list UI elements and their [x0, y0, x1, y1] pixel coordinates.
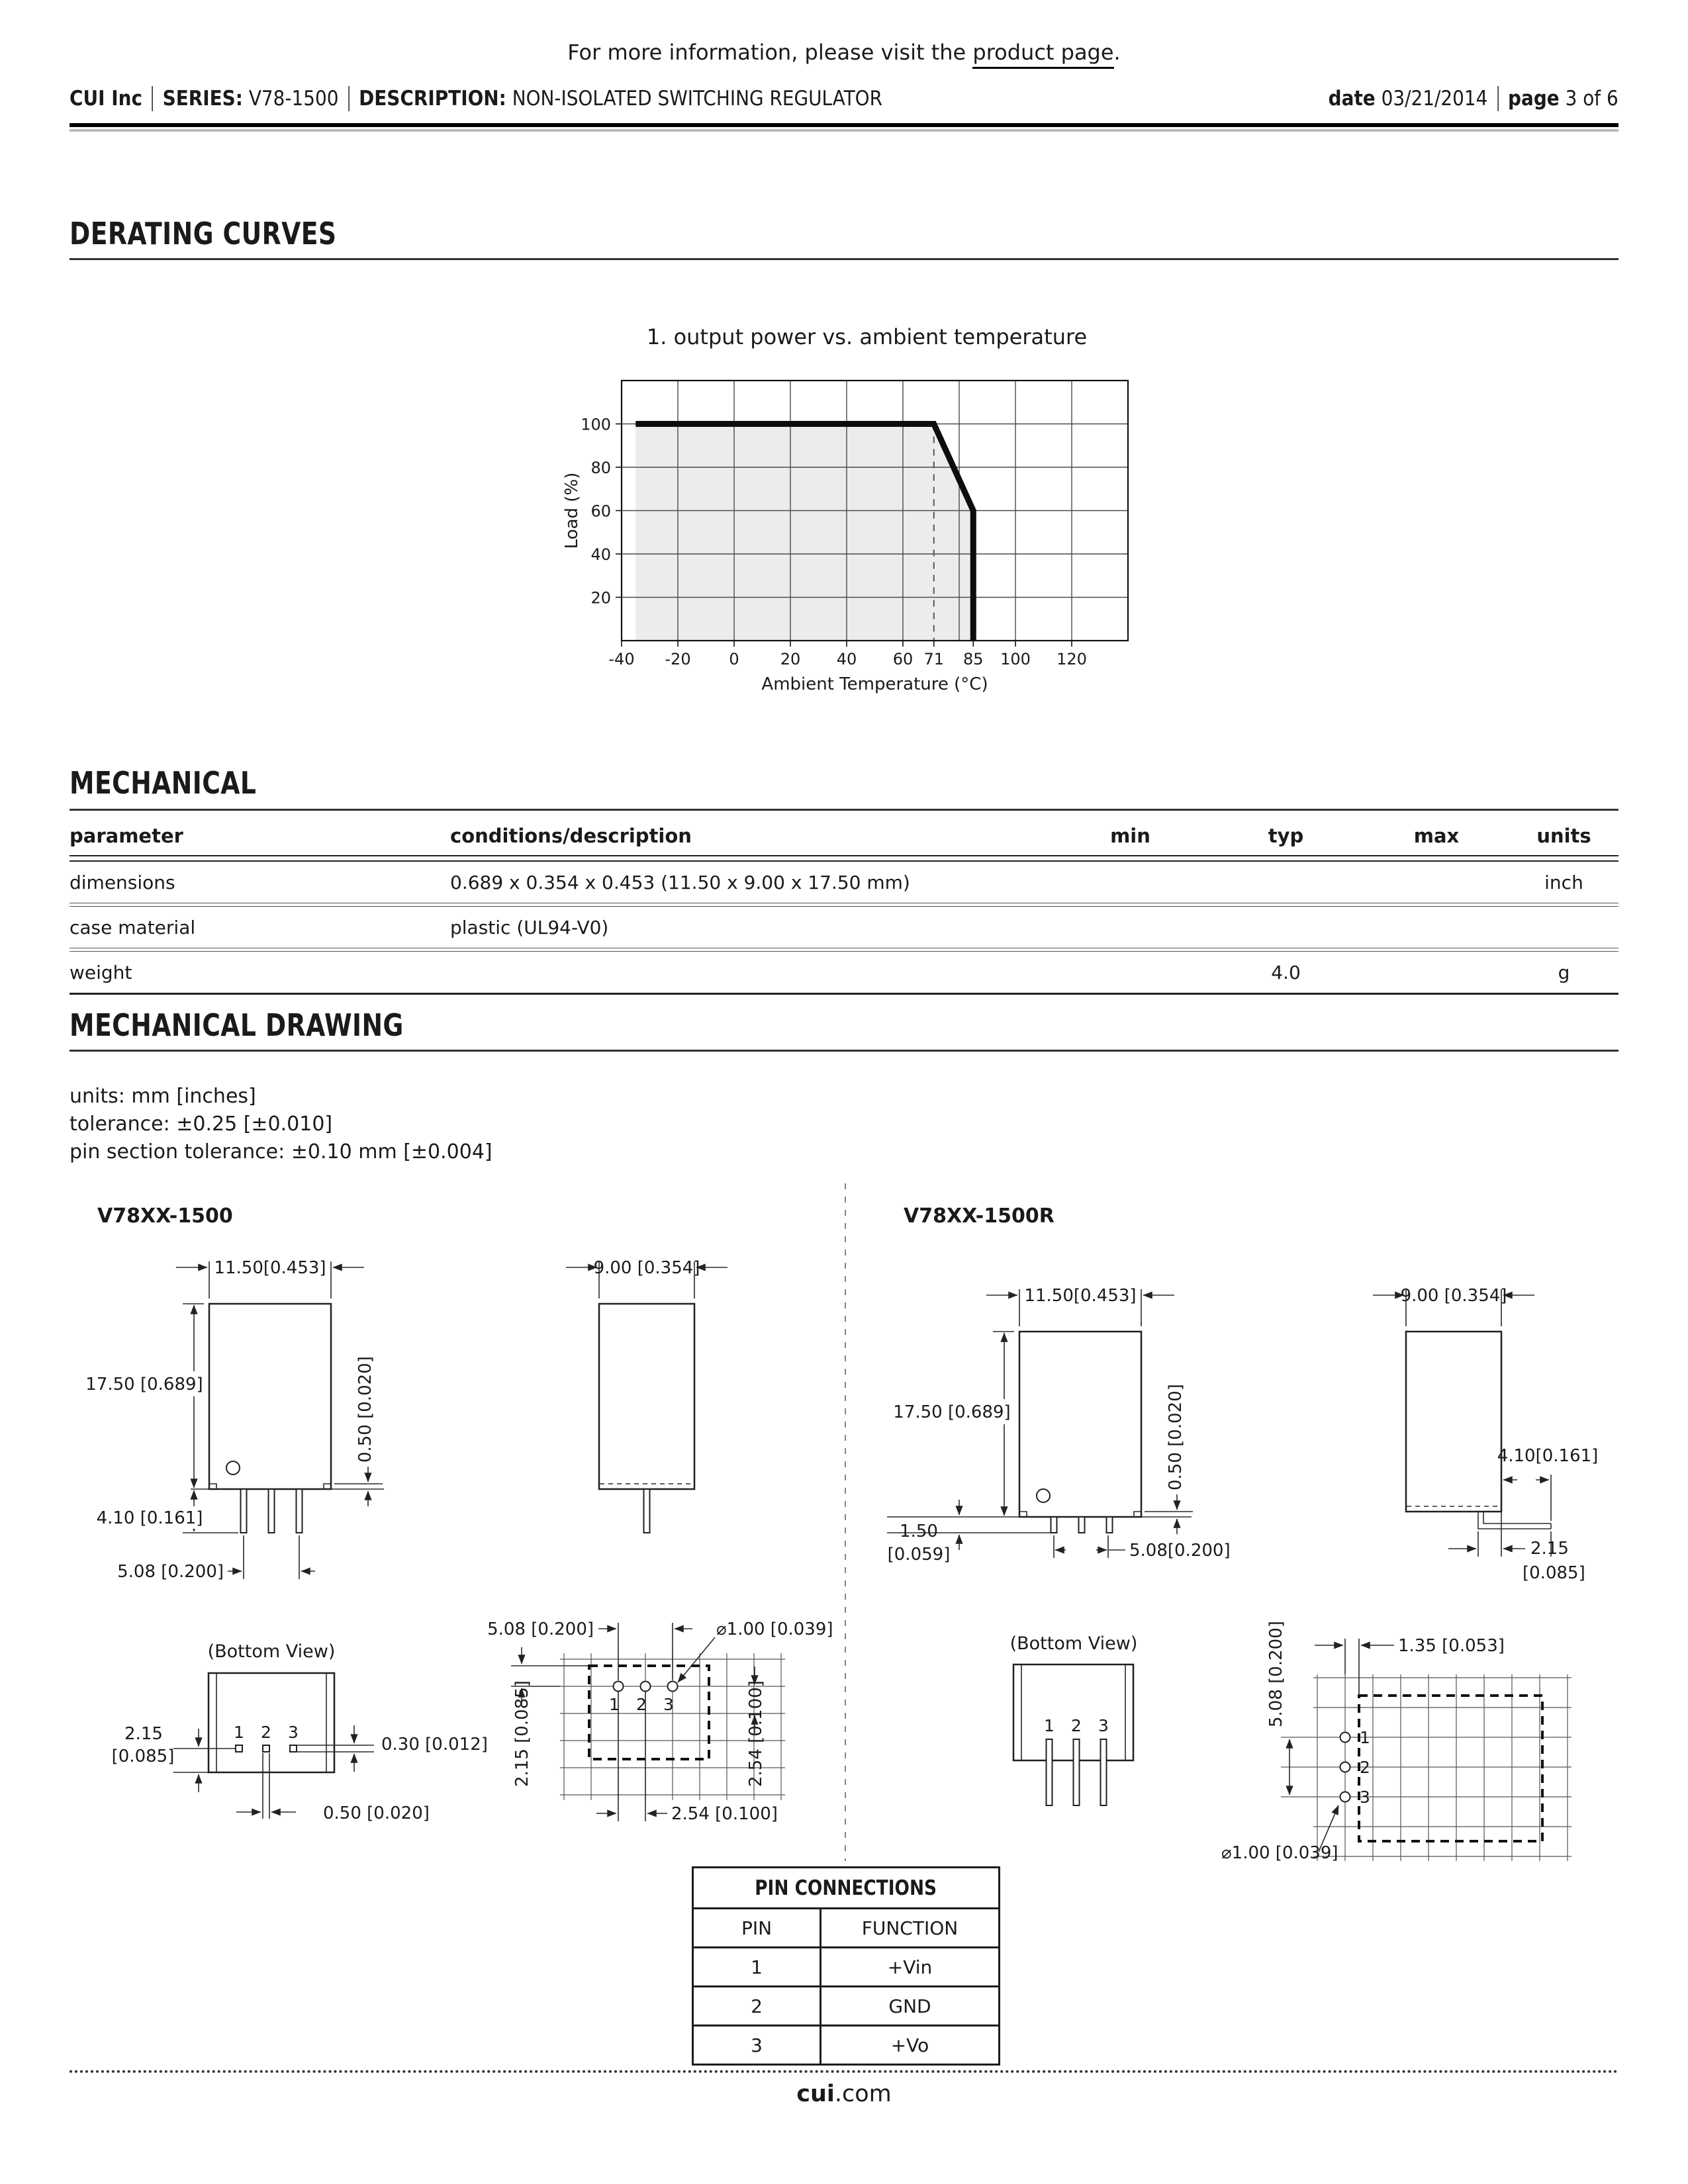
- pin: [1074, 1739, 1080, 1805]
- pin: [269, 1489, 275, 1533]
- page-value: 3 of 6: [1565, 87, 1618, 111]
- cell-pin: 1: [694, 1948, 821, 1985]
- pin-number: 1: [609, 1695, 620, 1714]
- pin-number: 3: [1098, 1716, 1109, 1735]
- dim-standoff: 0.50 [0.020]: [355, 1356, 375, 1463]
- dim-hole-span: 5.08 [0.200]: [487, 1619, 594, 1639]
- section-heading-derating: DERATING CURVES: [70, 216, 337, 251]
- dim-edge-offset: 1.35 [0.053]: [1398, 1636, 1505, 1656]
- x-axis-title: Ambient Temperature (°C): [761, 674, 988, 694]
- cell-parameter: case material: [70, 916, 196, 938]
- col-units: units: [1536, 825, 1591, 847]
- drawing-title-v78xx-1500r: V78XX-1500R: [904, 1205, 1055, 1228]
- note-units: units: mm [inches]: [70, 1085, 256, 1108]
- x-tick-label: 71: [923, 650, 945, 668]
- hole: [614, 1682, 624, 1692]
- cell-pin: 3: [694, 2026, 821, 2064]
- hole: [1340, 1792, 1350, 1802]
- bottom-view-label: (Bottom View): [1009, 1633, 1138, 1654]
- col-typ: typ: [1268, 825, 1304, 847]
- footprint-v78xx-1500r: [1221, 1621, 1571, 1863]
- pin: [1051, 1517, 1057, 1533]
- col-pin: PIN: [694, 1909, 821, 1946]
- pin-number: 1: [234, 1723, 244, 1742]
- safe-area-fill: [635, 424, 973, 641]
- date-label: date: [1328, 87, 1376, 111]
- pin-number: 3: [288, 1723, 299, 1742]
- x-tick-label: 60: [892, 650, 914, 668]
- y-tick-label: 40: [590, 545, 611, 564]
- pin: [1079, 1517, 1085, 1533]
- dim-body-height: 17.50 [0.689]: [85, 1375, 203, 1394]
- pin-number: 2: [1360, 1758, 1370, 1777]
- x-tick-label: 40: [836, 650, 857, 668]
- dim-row-pitch: 2.54 [0.100]: [746, 1680, 766, 1787]
- module-body: [209, 1304, 331, 1489]
- dim-pin-thickness: 0.30 [0.012]: [381, 1735, 488, 1754]
- dim-pin-span: 5.08 [0.200]: [117, 1562, 224, 1582]
- dim-pin-offset-in: [0.085]: [1523, 1563, 1585, 1583]
- dim-pin-row-offset-in: [0.085]: [111, 1747, 175, 1766]
- col-max: max: [1413, 825, 1460, 847]
- dim-hole-pitch: 2.54 [0.100]: [671, 1804, 778, 1824]
- section-heading-mechanical-drawing: MECHANICAL DRAWING: [70, 1007, 404, 1043]
- y-tick-label: 100: [581, 415, 611, 434]
- front-view-v78xx-1500r: [887, 1286, 1231, 1565]
- dim-standoff: 0.50 [0.020]: [1166, 1384, 1186, 1490]
- pin: [1047, 1739, 1053, 1805]
- pin-number: 3: [663, 1695, 674, 1714]
- dim-body-width: 11.50[0.453]: [214, 1258, 326, 1278]
- hole: [668, 1682, 678, 1692]
- pin: [1101, 1739, 1107, 1805]
- pin-number: 2: [1071, 1716, 1082, 1735]
- drawing-title-v78xx-1500: V78XX-1500: [97, 1205, 233, 1228]
- footer-brand[interactable]: cui: [796, 2081, 835, 2107]
- pin: [644, 1489, 650, 1533]
- module-outline-dashed: [1359, 1696, 1542, 1841]
- description-value: NON-ISOLATED SWITCHING REGULATOR: [512, 87, 883, 111]
- series-value: V78-1500: [248, 87, 339, 111]
- module-body: [1019, 1332, 1141, 1517]
- description-label: DESCRIPTION:: [359, 87, 506, 111]
- front-view-v78xx-1500: [85, 1258, 384, 1582]
- cell-conditions: 0.689 x 0.354 x 0.453 (11.50 x 9.00 x 17.50 mm): [450, 871, 910, 893]
- x-tick-label: 0: [729, 650, 739, 668]
- product-page-link[interactable]: product page: [972, 40, 1113, 69]
- hole: [1340, 1762, 1350, 1772]
- col-conditions: conditions/description: [450, 825, 692, 847]
- y-axis-title: Load (%): [562, 472, 582, 549]
- chart-title: 1. output power vs. ambient temperature: [646, 324, 1088, 349]
- section-heading-mechanical: MECHANICAL: [70, 765, 257, 801]
- y-tick-label: 20: [590, 588, 611, 608]
- cell-units: inch: [1544, 871, 1583, 893]
- pin-number: 2: [261, 1723, 271, 1742]
- pin-pad: [236, 1745, 242, 1752]
- dim-pin-offset: 2.15: [1530, 1539, 1569, 1559]
- y-tick-label: 60: [590, 502, 611, 521]
- cell-parameter: weight: [70, 961, 132, 983]
- pin-number: 1: [1360, 1728, 1370, 1747]
- cell-parameter: dimensions: [70, 871, 175, 893]
- pin: [1107, 1517, 1113, 1533]
- dim-hole-diameter: ⌀1.00 [0.039]: [1221, 1843, 1338, 1863]
- col-parameter: parameter: [70, 825, 183, 847]
- derating-chart: [562, 324, 1128, 694]
- company-name: CUI Inc: [70, 87, 143, 111]
- module-body: [1406, 1332, 1501, 1512]
- x-tick-label: 85: [962, 650, 984, 668]
- dim-bend-length: 4.10[0.161]: [1497, 1446, 1599, 1466]
- note-tolerance: tolerance: ±0.25 [±0.010]: [70, 1113, 333, 1136]
- dim-pin-width: 0.50 [0.020]: [323, 1803, 430, 1823]
- dim-body-depth: 9.00 [0.354]: [1400, 1286, 1507, 1306]
- top-note-text: For more information, please visit the: [567, 40, 973, 65]
- date-value: 03/21/2014: [1381, 87, 1488, 111]
- page-label: page: [1508, 87, 1560, 111]
- cell-conditions: plastic (UL94-V0): [450, 916, 609, 938]
- dim-hole-span: 5.08 [0.200]: [1266, 1621, 1286, 1727]
- col-function: FUNCTION: [861, 1917, 959, 1939]
- footer-domain[interactable]: .com: [834, 2081, 892, 2107]
- dim-hole-edge-offset: 2.15 [0.085]: [512, 1680, 532, 1787]
- footprint-v78xx-1500: [487, 1619, 833, 1824]
- x-tick-label: 100: [1000, 650, 1031, 668]
- hole: [641, 1682, 651, 1692]
- module-outline-dashed: [589, 1666, 709, 1759]
- bottom-view-label: (Bottom View): [207, 1641, 336, 1662]
- pin1-marker: [226, 1461, 240, 1475]
- dim-body-depth: 9.00 [0.354]: [593, 1258, 700, 1278]
- pin-pad: [290, 1745, 297, 1752]
- x-tick-label: 20: [780, 650, 801, 668]
- y-tick-label: 80: [590, 459, 611, 477]
- grid: [1281, 1674, 1571, 1861]
- pin-number: 2: [636, 1695, 647, 1714]
- top-note-suffix: .: [1113, 40, 1121, 65]
- dim-pin-span: 5.08[0.200]: [1129, 1541, 1231, 1561]
- dim-body-width: 11.50[0.453]: [1024, 1286, 1137, 1306]
- dim-body-height: 17.50 [0.689]: [893, 1402, 1011, 1422]
- x-tick-label: -20: [665, 650, 691, 668]
- dim-hole-diameter: ⌀1.00 [0.039]: [716, 1619, 833, 1639]
- pin: [297, 1489, 303, 1533]
- series-label: SERIES:: [162, 87, 243, 111]
- bottom-view-v78xx-1500: [112, 1641, 488, 1823]
- dim-pin-length-r: 1.50: [900, 1522, 938, 1541]
- col-min: min: [1110, 825, 1150, 847]
- x-tick-label: -40: [608, 650, 635, 668]
- cell-pin: 2: [694, 1987, 821, 2025]
- pin-table-title: PIN CONNECTIONS: [755, 1876, 937, 1900]
- hole: [1340, 1733, 1350, 1743]
- note-pin-tolerance: pin section tolerance: ±0.10 mm [±0.004]: [70, 1140, 492, 1163]
- dim-pin-length-r-in: [0.059]: [887, 1545, 951, 1565]
- side-view-v78xx-1500r: [1373, 1286, 1598, 1583]
- pin: [241, 1489, 247, 1533]
- pin-number: 3: [1360, 1788, 1370, 1807]
- cell-function: +Vin: [887, 1956, 933, 1978]
- dim-pin-length: 4.10 [0.161]: [96, 1508, 203, 1528]
- pin1-marker: [1037, 1489, 1050, 1502]
- cell-function: GND: [888, 1995, 931, 2017]
- pin-pad: [263, 1745, 269, 1752]
- module-body: [599, 1304, 694, 1489]
- pin-number: 1: [1044, 1716, 1055, 1735]
- x-tick-label: 120: [1056, 650, 1087, 668]
- side-view-v78xx-1500: [566, 1258, 727, 1533]
- cell-typ: 4.0: [1271, 961, 1301, 983]
- cell-units: g: [1558, 961, 1570, 983]
- bottom-view-v78xx-1500r: [1010, 1633, 1138, 1805]
- dim-pin-row-offset: 2.15: [124, 1724, 163, 1744]
- cell-function: +Vo: [890, 2034, 929, 2056]
